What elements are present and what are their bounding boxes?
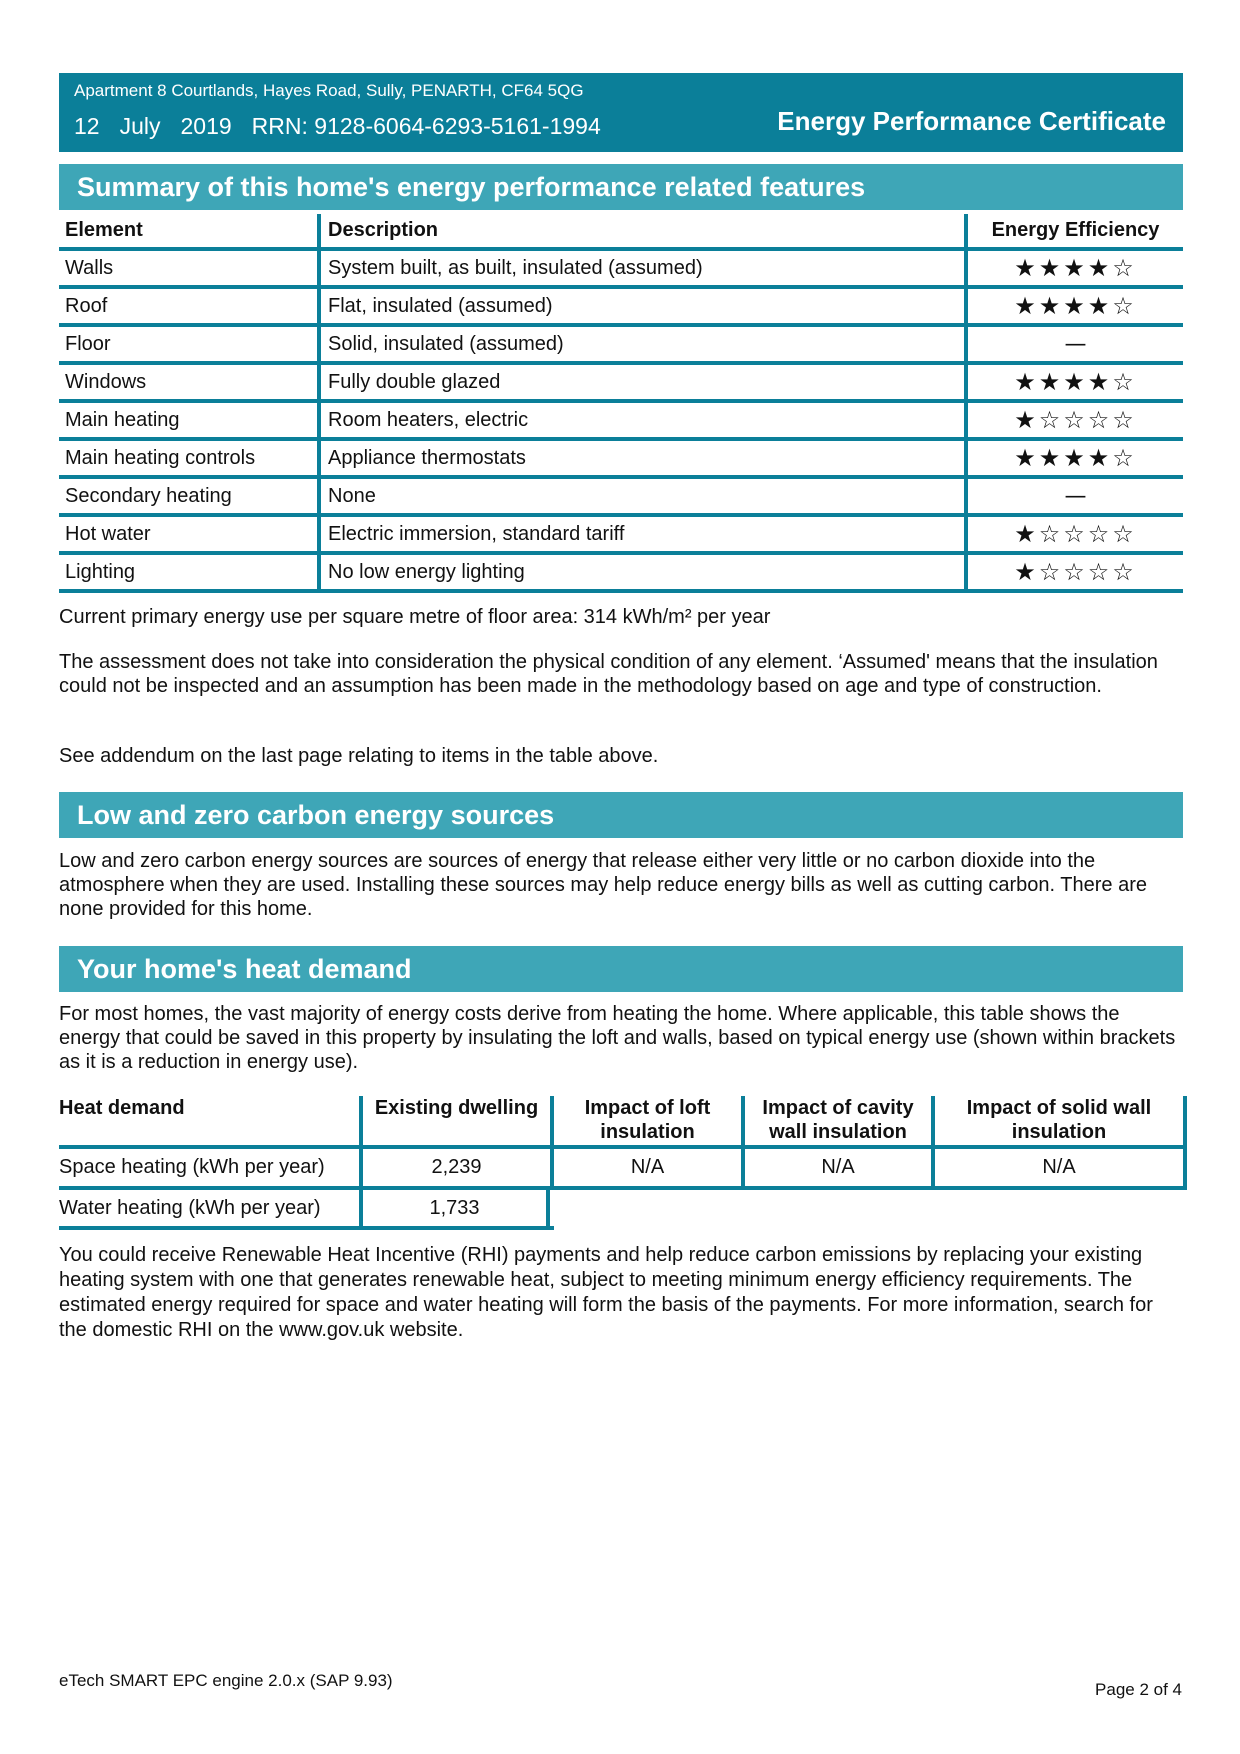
star-rating-icon: ★★★★☆ xyxy=(964,289,1183,323)
description-cell: None xyxy=(317,479,964,513)
section-heading-summary: Summary of this home's energy performance related features xyxy=(59,164,1183,210)
page-number: Page 2 of 4 xyxy=(1095,1680,1182,1699)
not-applicable-dash-icon: — xyxy=(964,479,1183,513)
table-row xyxy=(59,441,1183,479)
table-row xyxy=(59,365,1183,403)
document-title: Energy Performance Certificate xyxy=(777,106,1166,136)
existing-value: 1,733 xyxy=(359,1190,550,1226)
table-row xyxy=(59,555,1183,593)
existing-value: 2,239 xyxy=(359,1149,550,1186)
star-rating-icon: ★★★★☆ xyxy=(964,251,1183,285)
description-cell: Flat, insulated (assumed) xyxy=(317,289,964,323)
column-header-loft-insulation: Impact of loft insulation xyxy=(550,1096,741,1145)
date-year: 2019 xyxy=(180,113,232,139)
element-cell: Walls xyxy=(65,256,114,279)
not-applicable-dash-icon: — xyxy=(964,327,1183,361)
element-cell: Floor xyxy=(65,332,111,355)
table-row xyxy=(59,403,1183,441)
table-header-row xyxy=(59,1096,1187,1149)
element-cell: Main heating xyxy=(65,408,180,431)
column-header-element: Element xyxy=(65,219,143,241)
row-label: Space heating (kWh per year) xyxy=(59,1156,325,1178)
summary-table xyxy=(59,214,1183,593)
column-header-cavity-wall-insulation: Impact of cavity wall insulation xyxy=(741,1096,931,1145)
column-header-heat-demand: Heat demand xyxy=(59,1097,185,1119)
row-label: Water heating (kWh per year) xyxy=(59,1196,321,1219)
element-cell: Lighting xyxy=(65,560,136,583)
element-cell: Windows xyxy=(65,370,147,393)
assessment-note: The assessment does not take into consideration the physical condition of any element. ‘Assumed' means that the insulation could not be inspected and an assumption has been made in the methodology based on age and type of construction. xyxy=(59,651,1158,697)
star-rating-icon: ★☆☆☆☆ xyxy=(964,403,1183,437)
table-row xyxy=(59,251,1183,289)
star-rating-icon: ★★★★☆ xyxy=(964,365,1183,399)
certificate-meta xyxy=(74,113,621,140)
primary-energy-text: Current primary energy use per square metre of floor area: 314 kWh/m² per year xyxy=(59,606,771,628)
engine-version: eTech SMART EPC engine 2.0.x (SAP 9.93) xyxy=(59,1671,393,1690)
element-cell: Roof xyxy=(65,294,108,317)
star-rating-icon: ★☆☆☆☆ xyxy=(964,555,1183,589)
table-row xyxy=(59,1190,554,1230)
column-header-description: Description xyxy=(317,214,964,247)
cavity-value: N/A xyxy=(741,1149,931,1186)
star-rating-icon: ★☆☆☆☆ xyxy=(964,517,1183,551)
section-heading-lzc: Low and zero carbon energy sources xyxy=(59,792,1183,838)
table-row xyxy=(59,327,1183,365)
description-cell: Fully double glazed xyxy=(317,365,964,399)
property-address: Apartment 8 Courtlands, Hayes Road, Sully, PENARTH, CF64 5QG xyxy=(74,81,584,100)
solid-value: N/A xyxy=(931,1149,1187,1186)
column-header-solid-wall-insulation: Impact of solid wall insulation xyxy=(931,1096,1187,1145)
column-header-energy-efficiency: Energy Efficiency xyxy=(964,214,1183,247)
table-row xyxy=(59,289,1183,327)
heat-demand-intro: For most homes, the vast majority of energy costs derive from heating the home. Where applicable, this table shows the energy that could be saved in this property by insulating the loft and walls, based on typical energy use (shown within brackets as it is a reduction in energy use). xyxy=(59,1003,1176,1073)
addendum-note: See addendum on the last page relating to items in the table above. xyxy=(59,745,659,767)
description-cell: Room heaters, electric xyxy=(317,403,964,437)
table-row xyxy=(59,517,1183,555)
description-cell: Solid, insulated (assumed) xyxy=(317,327,964,361)
table-header-row xyxy=(59,214,1183,251)
loft-value: N/A xyxy=(550,1149,741,1186)
table-row xyxy=(59,1149,1187,1190)
element-cell: Secondary heating xyxy=(65,484,232,507)
rhi-note: You could receive Renewable Heat Incentive (RHI) payments and help reduce carbon emissions by replacing your existing heating system with one that generates renewable heat, subject to meeting minimum energy efficiency requirements. The estimated energy required for space and water heating will form the basis of the payments. For more information, search for the domestic RHI on the www.gov.uk website. xyxy=(59,1244,1153,1341)
section-heading-heat-demand: Your home's heat demand xyxy=(59,946,1183,992)
column-header-existing-dwelling: Existing dwelling xyxy=(359,1096,550,1145)
table-row xyxy=(59,479,1183,517)
element-cell: Main heating controls xyxy=(65,446,256,469)
description-cell: Appliance thermostats xyxy=(317,441,964,475)
description-cell: No low energy lighting xyxy=(317,555,964,589)
lzc-text: Low and zero carbon energy sources are sources of energy that release either very little or no carbon dioxide into the atmosphere when they are used. Installing these sources may help reduce energy bills as well as cutting carbon. There are none provided for this home. xyxy=(59,850,1148,920)
element-cell: Hot water xyxy=(65,522,151,545)
certificate-header xyxy=(59,73,1183,152)
star-rating-icon: ★★★★☆ xyxy=(964,441,1183,475)
rrn: RRN: 9128-6064-6293-5161-1994 xyxy=(251,113,601,139)
date-day: 12 xyxy=(74,113,100,139)
heat-demand-table xyxy=(59,1096,1187,1230)
description-cell: System built, as built, insulated (assumed) xyxy=(317,251,964,285)
date-month: July xyxy=(119,113,161,139)
description-cell: Electric immersion, standard tariff xyxy=(317,517,964,551)
